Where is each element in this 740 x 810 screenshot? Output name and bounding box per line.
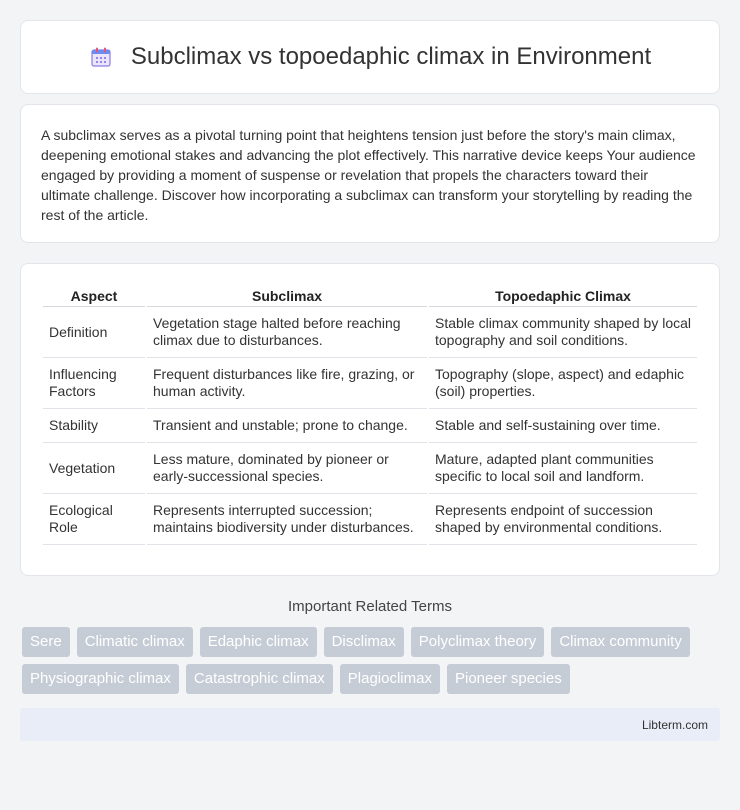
tag-climatic-climax[interactable]: Climatic climax [77,627,193,657]
row-topoedaphic: Topography (slope, aspect) and edaphic (soil) properties. [429,358,697,409]
tag-disclimax[interactable]: Disclimax [324,627,404,657]
footer [20,708,720,741]
table-row [43,409,697,443]
tag-plagioclimax[interactable]: Plagioclimax [340,664,440,694]
tag-climax-community[interactable]: Climax community [551,627,690,657]
header-aspect: Aspect [43,284,145,307]
page-header [20,20,720,94]
related-terms-section [0,598,740,694]
table-row [43,443,697,494]
row-subclimax: Frequent disturbances like fire, grazing, or human activity. [147,358,427,409]
header-subclimax: Subclimax [147,284,427,307]
intro-text: A subclimax serves as a pivotal turning point that heightens tension just before the story's main climax, deepening emotional stakes and advancing the plot effectively. This narrative device keeps Your audience engaged by providing a moment of suspense or revelation that propels the characters toward their ultimate challenge. Discover how incorporating a subclimax can transform your storytelling by reading the rest of the article. [41,127,696,223]
table-row [43,494,697,545]
related-terms-list [0,627,740,694]
comparison-table [41,284,699,545]
related-terms-title: Important Related Terms [288,598,452,615]
table-header-row [43,284,697,307]
row-subclimax: Vegetation stage halted before reaching climax due to disturbances. [147,307,427,358]
row-topoedaphic: Mature, adapted plant communities specific to local soil and landform. [429,443,697,494]
table-row [43,307,697,358]
row-aspect: Ecological Role [43,494,145,545]
tag-polyclimax-theory[interactable]: Polyclimax theory [411,627,545,657]
footer-site-link[interactable]: Libterm.com [641,717,708,732]
tag-catastrophic-climax[interactable]: Catastrophic climax [186,664,333,694]
row-aspect: Definition [43,307,145,358]
tag-pioneer-species[interactable]: Pioneer species [447,664,570,694]
comparison-section [20,263,720,576]
row-subclimax: Represents interrupted succession; maintains biodiversity under disturbances. [147,494,427,545]
row-subclimax: Transient and unstable; prone to change. [147,409,427,443]
row-topoedaphic: Represents endpoint of succession shaped by environmental conditions. [429,494,697,545]
row-aspect: Influencing Factors [43,358,145,409]
header-topoedaphic: Topoedaphic Climax [429,284,697,307]
tag-edaphic-climax[interactable]: Edaphic climax [200,627,317,657]
tag-sere[interactable]: Sere [22,627,70,657]
calendar-icon [89,45,113,69]
row-aspect: Vegetation [43,443,145,494]
table-row [43,358,697,409]
row-topoedaphic: Stable and self-sustaining over time. [429,409,697,443]
row-aspect: Stability [43,409,145,443]
intro-section [20,104,720,243]
row-topoedaphic: Stable climax community shaped by local topography and soil conditions. [429,307,697,358]
tag-physiographic-climax[interactable]: Physiographic climax [22,664,179,694]
page-title: Subclimax vs topoedaphic climax in Environment [130,43,652,70]
row-subclimax: Less mature, dominated by pioneer or early-successional species. [147,443,427,494]
